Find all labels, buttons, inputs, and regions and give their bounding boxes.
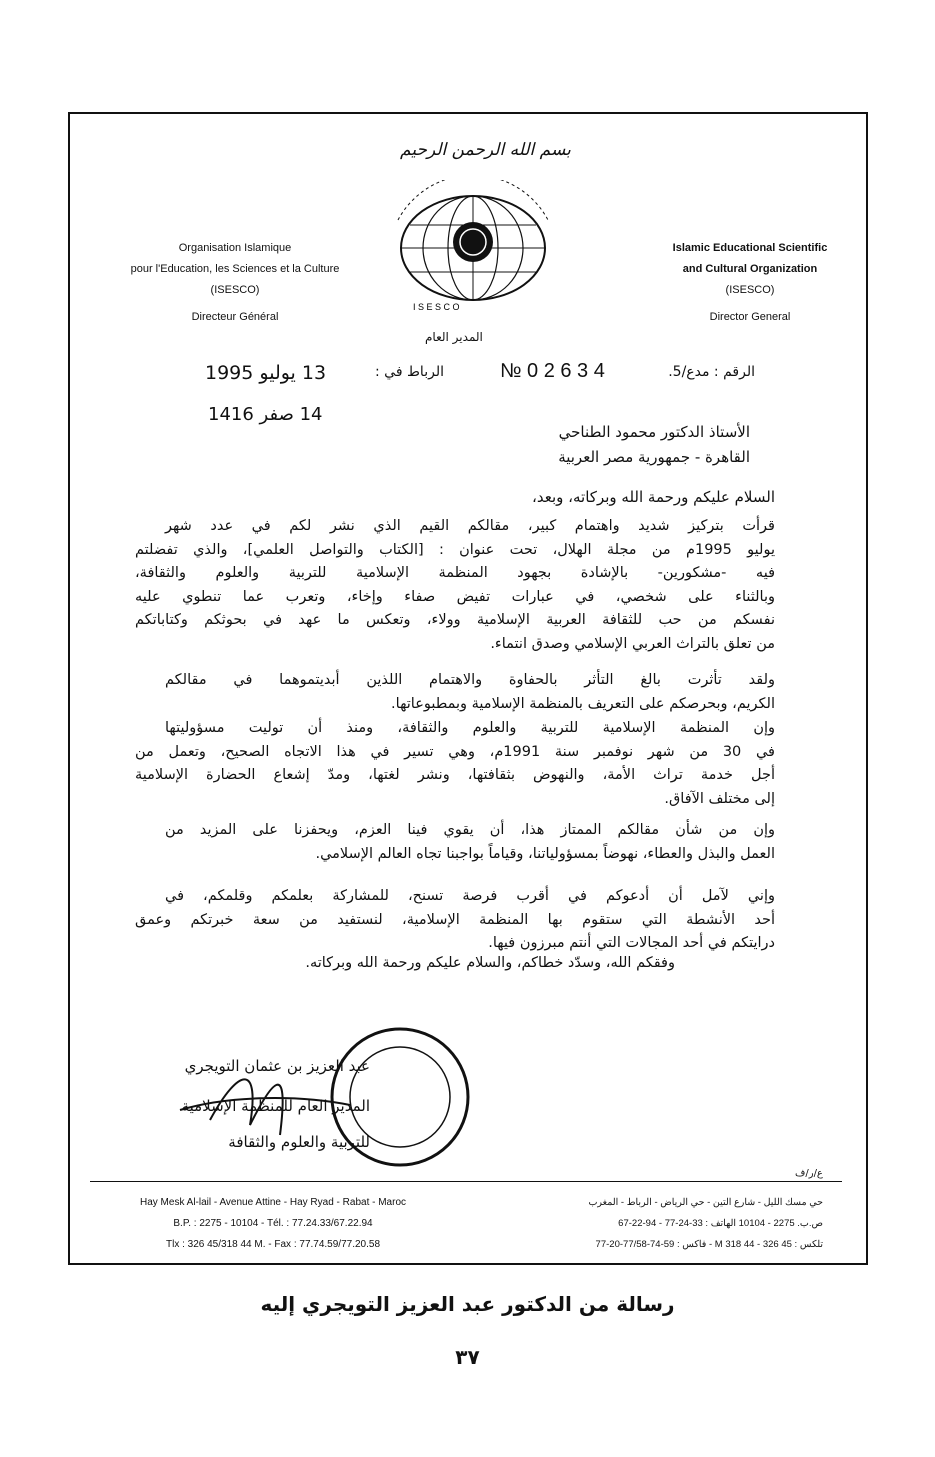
greeting: السلام عليكم ورحمة الله وبركاته، وبعد، (532, 488, 775, 506)
paragraph-line: إلى مختلف الآفاق. (664, 790, 775, 807)
paragraph-line: وإن المنظمة الإسلامية للتربية والعلوم والثقافة، ومنذ أن توليت مسؤوليتها (165, 720, 775, 736)
paragraph-line: أحد الأنشطة التي ستقوم بها المنظمة الإسلامية، لنستفيد من سعة خبرتكم وعمق (135, 911, 775, 928)
org-name-en-2: and Cultural Organization (682, 263, 818, 275)
paragraph-line: في 30 من شهر نوفمبر سنة 1991م، وهي تسير في هذا الاتجاه الصحيح، وتعمل من (135, 743, 775, 760)
footer-divider (90, 1181, 842, 1182)
reference-number: № 0 2 6 3 4 (500, 360, 605, 382)
director-title-fr: Directeur Général (191, 311, 279, 323)
date-hijri: 14 صفر 1416 (208, 404, 323, 425)
footer-address-line: Hay Mesk Al-lail - Avenue Attine - Hay Ryad - Rabat - Maroc (139, 1197, 407, 1208)
paragraph-line: ولقد تأثرت بالغ التأثر بالحفاوة والاهتمام اللذين أبديتموهما في مقالكم (165, 672, 775, 688)
org-acronym-en: (ISESCO) (725, 284, 775, 296)
page-number: ٣٧ (455, 1345, 480, 1369)
recipient-address: القاهرة - جمهورية مصر العربية (558, 448, 750, 466)
basmala: بسم الله الرحمن الرحيم (400, 140, 571, 160)
org-name-fr-1: Organisation Islamique (178, 242, 292, 254)
paragraph-line: أجل خدمة تراث الأمة، والنهوض بثقافتها، ونشر لغتها، ومدّ إشعاع الحضارة الإسلامية (135, 767, 775, 783)
signatory-title-1: المدير العام للمنظمة الإسلامية (181, 1097, 370, 1115)
initials: ع/ر/ف (795, 1168, 823, 1179)
footer-address-arabic (483, 1192, 823, 1255)
paragraph-line: درايتكم في أحد المجالات التي أنتم مبرزون فيها. (488, 935, 775, 951)
isesco-logo (378, 180, 568, 320)
closing: وفقكم الله، وسدّد خطاكم، والسلام عليكم ورحمة الله وبركاته. (305, 955, 675, 971)
paragraph-line: وإني لآمل أن أدعوكم في أقرب فرصة تسنح، للمشاركة بعلمكم وقلمكم، في (165, 888, 775, 904)
date-label: الرباط في : (375, 364, 444, 380)
footer-phone-line: B.P. : 2275 - 10104 - Tél. : 77.24.33/67.22.94 (173, 1218, 373, 1229)
paragraph-line: الكريم، وبحرصكم على التعريف بالمنظمة الإسلامية وبمطبوعاتها. (391, 695, 775, 712)
director-title-ar: المدير العام (425, 330, 483, 344)
org-name-en-1: Islamic Educational Scientific (672, 242, 828, 254)
signature-block (182, 1048, 370, 1160)
footer-fax-line: Tlx : 326 45/318 44 M. - Fax : 77.74.59/77.20.58 (165, 1239, 381, 1250)
logo-isesco-text: I S E S C O (413, 302, 460, 312)
paragraph-line: العمل والبذل والعطاء، نهوضاً بمسؤولياتنا، وقياماً بواجبنا تجاه العالم الإسلامي. (315, 845, 775, 862)
footer-phone-line-ar: ص.ب. 2275 - 10104 الهاتف : 33-24-77 - 94-22-67 (618, 1218, 823, 1229)
footer-address-latin (88, 1192, 458, 1255)
paragraph-line: وبالثناء على شخصي، في عبارات تفيض صفاء وإخاء، وتعرب عما تنطوي عليه (135, 588, 775, 605)
header-french (100, 238, 370, 328)
signatory-title-2: للتربية والعلوم والثقافة (228, 1133, 370, 1151)
footer-fax-line-ar: تلكس : 45 326 - 44 318 M - فاكس : 59-74-77/58-20-77 (595, 1239, 823, 1250)
footer-address-line-ar: حي مسك الليل - شارع التين - حي الرياض - الرباط - المغرب (588, 1197, 823, 1208)
paragraph-line: يوليو 1995م من مجلة الهلال، تحت عنوان : [الكتاب والتواصل العلمي]، والذي تفضلتم (135, 541, 775, 558)
signatory-name: عبد العزيز بن عثمان التويجري (184, 1057, 370, 1075)
caption: رسالة من الدكتور عبد العزيز التويجري إليه (260, 1292, 675, 1316)
paragraph-line: وإن من شأن مقالكم الممتاز هذا، أن يقوي فينا العزم، ويحفزنا على المزيد من (165, 822, 775, 838)
paragraph-line: فيه -مشكورين- بالإشادة بجهود المنظمة الإسلامية للتربية والعلوم والثقافة، (135, 565, 775, 581)
paragraph-line: نفسكم من حب للثقافة العربية الإسلامية وولاء، وتعكس ما عهد في بحوثكم وكتاباتكم (135, 612, 775, 628)
paragraph-line: من تعلق بالتراث العربي الإسلامي وصدق انتماء. (490, 635, 775, 652)
recipient-name: الأستاذ الدكتور محمود الطناحي (558, 423, 750, 441)
org-acronym-fr: (ISESCO) (210, 284, 260, 296)
paragraph-line: قرأت بتركيز شديد واهتمام كبير، مقالكم القيم الذي نشر لكم في عدد شهر (165, 518, 775, 534)
header-english (650, 238, 850, 328)
recipient (558, 420, 750, 470)
director-title-en: Director General (709, 311, 791, 323)
date-gregorian: 13 يوليو 1995 (205, 362, 327, 384)
reference-label: الرقم : مدع/5. (668, 364, 755, 380)
org-name-fr-2: pour l'Education, les Sciences et la Culture (130, 263, 340, 275)
